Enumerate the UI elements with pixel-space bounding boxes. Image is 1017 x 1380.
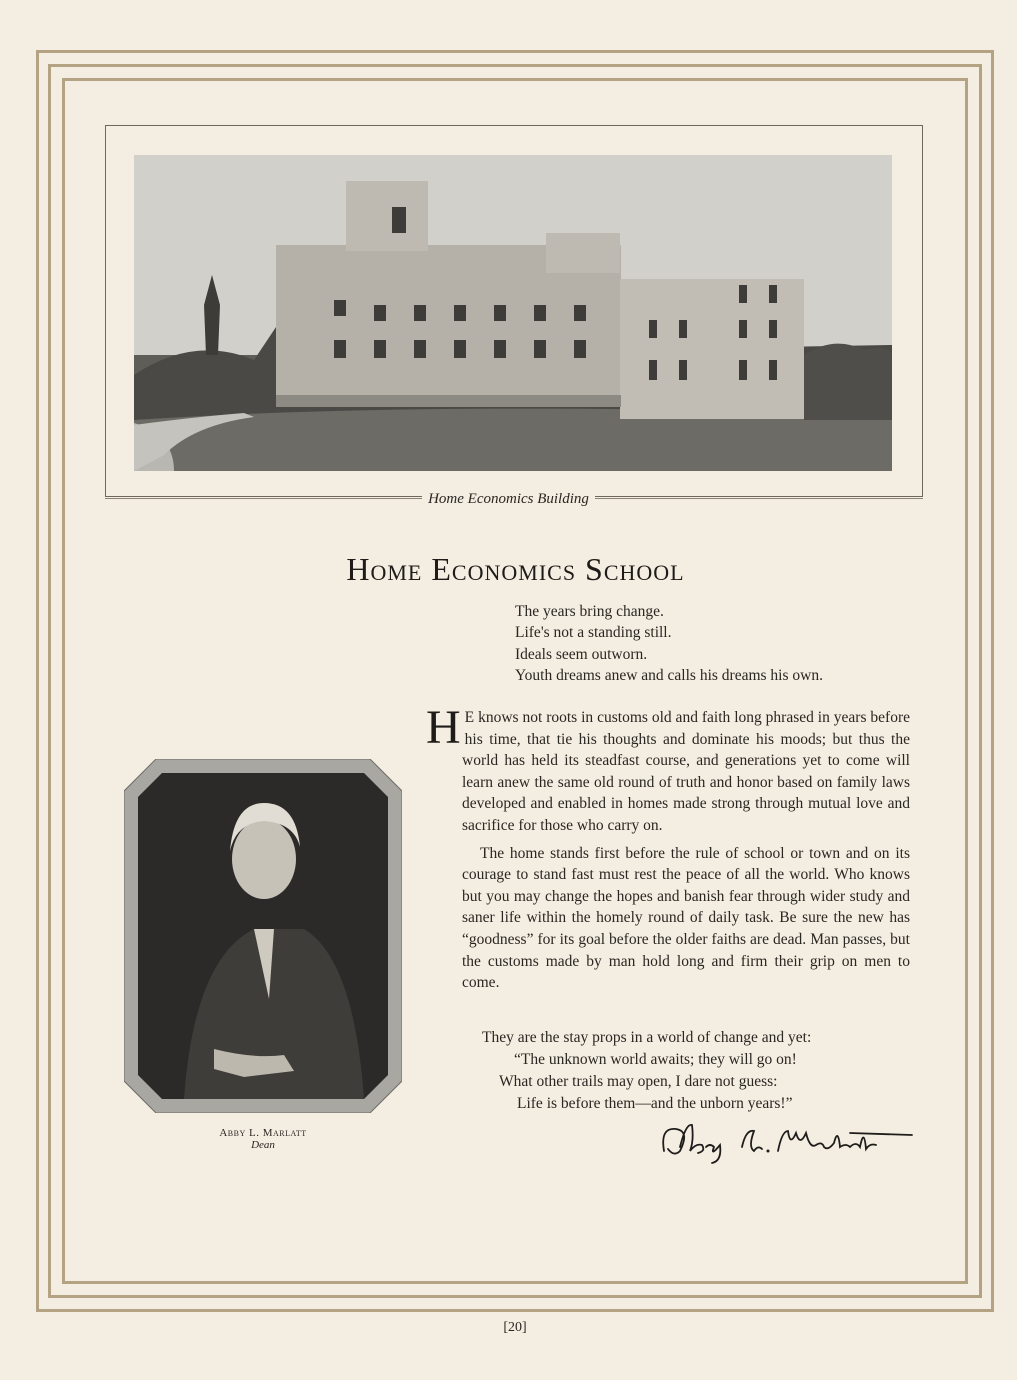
- verse-line: Youth dreams anew and calls his dreams his own.: [515, 666, 823, 684]
- drop-cap: H: [426, 701, 461, 754]
- page-number: [20]: [503, 1320, 527, 1335]
- paragraph: [426, 701, 910, 837]
- paragraph: The home stands first before the rule of school or town and on its courage to stand fast must rest the peace of all the world. Who knows but you may change the hopes and banish fear through wider study and saner life within the homely round of daily task. Be sure the new has “goodness” for its goal before the older faiths are dead. Man passes, but the customs made by man hold long and firm their grip on men to come.: [462, 844, 910, 992]
- portrait-role: Dean: [251, 1139, 275, 1151]
- portrait-name: Abby L. Marlatt: [219, 1127, 307, 1139]
- quote-line: “The unknown world awaits; they will go on!: [514, 1051, 797, 1068]
- paragraph-text: E knows not roots in customs old and faith long phrased in years before his time, that tie his thoughts and dominate his moods; but thus the world has held its steadfast course, and generations yet to come will learn anew the same old round of truth and honor based on family laws developed and enabled in homes made strong through mutual love and sacrifice for those who carry on.: [462, 709, 910, 834]
- page-title: Home Economics School: [346, 551, 685, 587]
- portrait-caption: [124, 1127, 402, 1151]
- photo-caption-text: Home Economics Building: [422, 491, 595, 507]
- verse-line: The years bring change.: [515, 603, 664, 620]
- closing-verse: [462, 1027, 910, 1115]
- portrait-photo: [124, 759, 402, 1113]
- quote-line: They are the stay props in a world of change and yet:: [482, 1029, 812, 1046]
- body-text: [426, 701, 910, 1000]
- quote-line: What other trails may open, I dare not guess:: [499, 1073, 778, 1090]
- signature-image: [650, 1117, 916, 1165]
- photo-caption: [0, 489, 1017, 509]
- opening-verse: [515, 601, 823, 686]
- building-photo: [134, 155, 892, 471]
- quote-line: Life is before them—and the unborn years!”: [517, 1095, 793, 1112]
- verse-line: Life's not a standing still.: [515, 624, 672, 642]
- verse-line: Ideals seem outworn.: [515, 645, 648, 663]
